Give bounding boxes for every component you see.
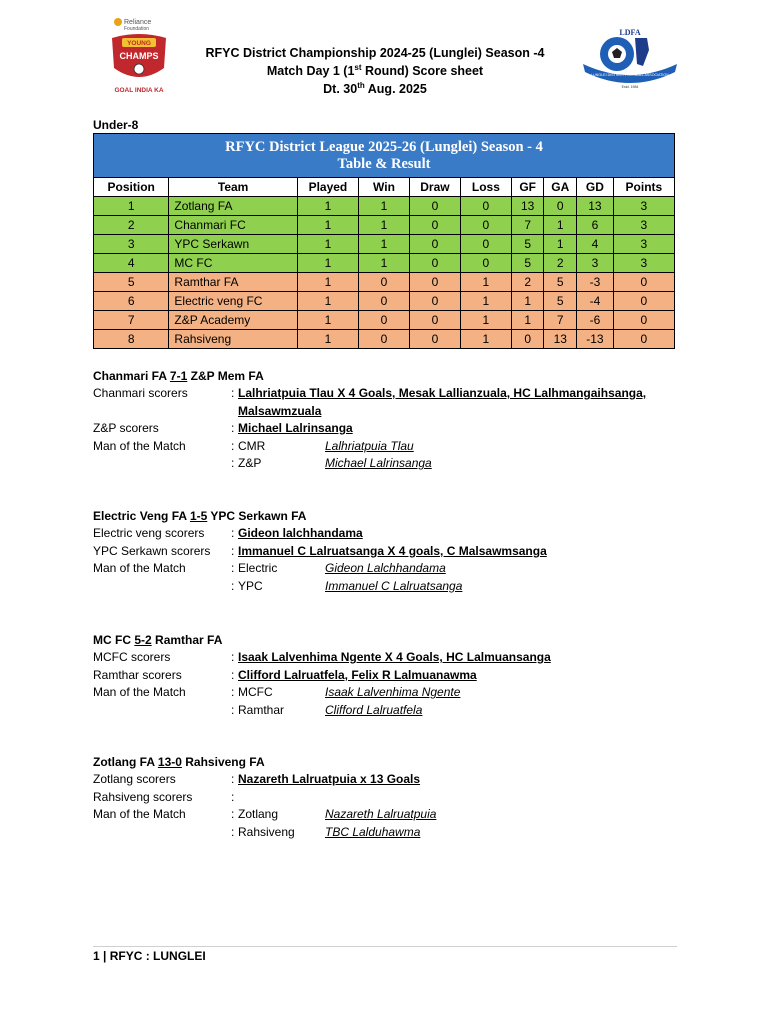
man-of-match-line [93,560,693,578]
cell-draw: 0 [409,292,460,311]
colon-separator: : [231,579,235,594]
ldfa-ribbon-text: LUNGLEI DISTRICT FOOTBALL ASSOCIATION [591,73,669,77]
header-line-3 [170,80,580,98]
cell-draw: 0 [409,273,460,292]
cell-points: 3 [613,235,674,254]
scorers-line [93,543,693,561]
header-line-2 [170,62,580,80]
document-header [170,44,580,98]
cell-position: 7 [94,311,169,330]
cell-draw: 0 [409,216,460,235]
cell-loss: 1 [460,311,511,330]
ldfa-abbr-text: LDFA [619,28,641,37]
cell-gf: 13 [511,197,544,216]
mom-team: Ramthar [238,703,285,718]
scorers-line [93,649,693,667]
cell-played: 1 [297,292,358,311]
colon-separator: : [231,438,235,453]
cell-team: Ramthar FA [169,273,297,292]
colon-separator: : [231,421,235,435]
table-row [94,235,675,254]
scorers-label: YPC Serkawn scorers [93,543,211,558]
cell-gd: -4 [577,292,614,311]
col-header-played: Played [297,178,358,197]
scorers-value: Gideon lalchhandama [238,526,363,540]
age-category: Under-8 [93,118,139,132]
match-section [93,367,693,473]
cell-position: 4 [94,254,169,273]
cell-points: 0 [613,292,674,311]
cell-gd: -6 [577,311,614,330]
cell-position: 5 [94,273,169,292]
cell-gf: 2 [511,273,544,292]
cell-team: Zotlang FA [169,197,297,216]
cell-gf: 0 [511,330,544,349]
cell-ga: 5 [544,292,577,311]
match-score: 13-0 [157,755,182,769]
match-section [93,507,693,596]
match-score: 7-1 [169,369,188,383]
cell-ga: 1 [544,216,577,235]
table-row [94,292,675,311]
colon-separator: : [231,561,235,576]
cell-loss: 1 [460,292,511,311]
cell-gd: 13 [577,197,614,216]
match-title [93,367,693,385]
home-team: Zotlang FA [93,755,155,769]
colon-separator: : [231,526,235,540]
table-row [94,197,675,216]
mom-player: Nazareth Lalruatpuia [325,807,437,822]
mom-team: Zotlang [238,807,279,822]
col-header-win: Win [359,178,410,197]
cell-draw: 0 [409,254,460,273]
cell-ga: 5 [544,273,577,292]
cell-gf: 5 [511,235,544,254]
cell-team: Z&P Academy [169,311,297,330]
cell-played: 1 [297,311,358,330]
mom-team: Rahsiveng [238,825,295,840]
table-title [94,134,675,178]
logo-brand-text: Reliance [124,19,152,26]
home-team: MC FC [93,633,131,647]
cell-loss: 0 [460,197,511,216]
table-title-line-2: Table & Result [337,155,431,172]
cell-gf: 7 [511,216,544,235]
mom-team: CMR [238,438,266,453]
cell-points: 0 [613,311,674,330]
match-title [93,507,693,525]
cell-loss: 1 [460,330,511,349]
table-title-line-1: RFYC District League 2025-26 (Lunglei) Season - 4 [225,138,543,155]
table-row [94,311,675,330]
cell-gd: -13 [577,330,614,349]
scorers-label: Electric veng scorers [93,526,205,540]
man-of-match-line [93,578,693,596]
away-team: Rahsiveng FA [185,755,265,769]
cell-loss: 0 [460,254,511,273]
cell-win: 0 [359,311,410,330]
ldfa-est-text: Estd. 1984 [621,85,639,89]
scorers-line [93,667,693,685]
mom-player: Lalhriatpuia Tlau [325,438,414,453]
mom-player: Clifford Lalruatfela [325,703,423,718]
away-team: Z&P Mem FA [190,369,264,383]
match-section [93,631,693,720]
cell-loss: 1 [460,273,511,292]
cell-ga: 0 [544,197,577,216]
man-of-match-line [93,806,693,824]
cell-position: 3 [94,235,169,254]
cell-draw: 0 [409,311,460,330]
col-header-ga: GA [544,178,577,197]
scorers-value: Immanuel C Lalruatsanga X 4 goals, C Malsawmsanga [238,543,547,558]
mom-player: TBC Lalduhawma [325,825,421,840]
colon-separator: : [231,685,235,700]
man-of-match-label: Man of the Match [93,685,186,700]
cell-ga: 7 [544,311,577,330]
table-header-row [94,178,675,197]
cell-draw: 0 [409,330,460,349]
cell-points: 0 [613,273,674,292]
cell-draw: 0 [409,235,460,254]
colon-separator: : [231,807,235,822]
colon-separator: : [231,386,235,400]
table-row [94,216,675,235]
cell-played: 1 [297,330,358,349]
away-team: YPC Serkawn FA [210,509,307,523]
col-header-team: Team [169,178,297,197]
col-header-loss: Loss [460,178,511,197]
cell-loss: 0 [460,216,511,235]
col-header-gd: GD [577,178,614,197]
cell-win: 1 [359,197,410,216]
mom-team: YPC [238,579,263,594]
man-of-match-line [93,824,693,842]
header-line-2-pre: Match Day 1 (1 [266,64,355,78]
man-of-match-label: Man of the Match [93,438,186,453]
logo-young-text: YOUNG [127,40,151,47]
colon-separator: : [231,703,235,718]
colon-separator: : [231,543,235,558]
scorers-line [93,420,693,438]
cell-played: 1 [297,197,358,216]
cell-ga: 13 [544,330,577,349]
young-champs-logo [104,16,174,96]
mom-player: Isaak Lalvenhima Ngente [325,685,461,700]
cell-gf: 1 [511,311,544,330]
footer-divider [93,946,677,947]
cell-team: Electric veng FC [169,292,297,311]
home-team: Chanmari FA [93,369,167,383]
header-line-2-sup: st [354,62,362,72]
table-row [94,330,675,349]
cell-team: Rahsiveng [169,330,297,349]
league-table [93,133,675,349]
cell-gd: 6 [577,216,614,235]
cell-position: 6 [94,292,169,311]
cell-loss: 0 [460,235,511,254]
mom-team: Z&P [238,456,262,471]
colon-separator: : [231,456,235,471]
colon-separator: : [231,650,235,664]
match-score: 5-2 [134,633,152,647]
man-of-match-label: Man of the Match [93,561,186,576]
mom-team: MCFC [238,685,273,700]
match-title [93,631,693,649]
cell-team: YPC Serkawn [169,235,297,254]
cell-points: 3 [613,254,674,273]
man-of-match-label: Man of the Match [93,807,186,822]
col-header-position: Position [94,178,169,197]
scorers-label: Zotlang scorers [93,772,176,786]
table-body [94,197,675,349]
cell-ga: 2 [544,254,577,273]
mom-player: Michael Lalrinsanga [325,456,432,471]
header-line-2-post: Round) Score sheet [361,64,484,78]
mom-player: Immanuel C Lalruatsanga [325,579,463,594]
col-header-draw: Draw [409,178,460,197]
cell-points: 3 [613,197,674,216]
cell-gd: -3 [577,273,614,292]
cell-gf: 5 [511,254,544,273]
man-of-match-line [93,684,693,702]
scorers-label: Ramthar scorers [93,667,182,682]
cell-gf: 1 [511,292,544,311]
man-of-match-line [93,455,693,473]
ldfa-logo [575,24,685,94]
match-title [93,753,693,771]
col-header-gf: GF [511,178,544,197]
cell-position: 2 [94,216,169,235]
scorers-label: MCFC scorers [93,650,171,664]
mom-team: Electric [238,561,278,576]
scorers-label: Chanmari scorers [93,386,188,400]
colon-separator: : [231,825,235,840]
cell-position: 1 [94,197,169,216]
colon-separator: : [231,667,235,682]
cell-win: 1 [359,235,410,254]
cell-win: 1 [359,216,410,235]
logo-champs-text: CHAMPS [119,51,159,61]
page-footer: 1 | RFYC : LUNGLEI [93,949,206,963]
colon-separator: : [231,789,235,804]
col-header-points: Points [613,178,674,197]
scorers-label: Rahsiveng scorers [93,789,193,804]
cell-played: 1 [297,235,358,254]
scorers-line [93,771,693,789]
header-line-1: RFYC District Championship 2024-25 (Lunglei) Season -4 [205,46,545,60]
mom-player: Gideon Lalchhandama [325,561,446,576]
cell-team: Chanmari FC [169,216,297,235]
header-line-3-pre: Dt. 30 [323,82,358,96]
scorers-value: Michael Lalrinsanga [238,421,353,435]
home-team: Electric Veng FA [93,509,187,523]
scorers-label: Z&P scorers [93,421,159,435]
cell-played: 1 [297,216,358,235]
table-row [94,254,675,273]
match-score: 1-5 [189,509,208,523]
cell-position: 8 [94,330,169,349]
header-line-3-post: Aug. 2025 [364,82,427,96]
cell-draw: 0 [409,197,460,216]
table-row [94,273,675,292]
logo-brand2-text: Foundation [124,26,150,32]
scorers-line [93,789,693,807]
logo-tagline-text: GOAL INDIA KA [114,87,164,94]
cell-win: 0 [359,330,410,349]
cell-win: 0 [359,292,410,311]
cell-win: 0 [359,273,410,292]
cell-played: 1 [297,254,358,273]
scorers-value: Isaak Lalvenhima Ngente X 4 Goals, HC Lalmuansanga [238,650,551,664]
cell-gd: 4 [577,235,614,254]
colon-separator: : [231,772,235,786]
cell-points: 3 [613,216,674,235]
man-of-match-line [93,438,693,456]
cell-played: 1 [297,273,358,292]
scorers-line [93,385,693,420]
scorers-value: Nazareth Lalruatpuia x 13 Goals [238,772,421,786]
cell-win: 1 [359,254,410,273]
cell-gd: 3 [577,254,614,273]
scorers-line [93,525,693,543]
cell-points: 0 [613,330,674,349]
scorers-value: Lalhriatpuia Tlau X 4 Goals, Mesak Lallianzuala, HC Lalhmangaihsanga, Malsawmzuala [238,386,647,418]
man-of-match-line [93,702,693,720]
match-section [93,753,693,842]
header-line-3-sup: th [357,80,365,90]
cell-team: MC FC [169,254,297,273]
scorers-value: Clifford Lalruatfela, Felix R Lalmuanawma [238,667,477,682]
cell-ga: 1 [544,235,577,254]
away-team: Ramthar FA [155,633,223,647]
